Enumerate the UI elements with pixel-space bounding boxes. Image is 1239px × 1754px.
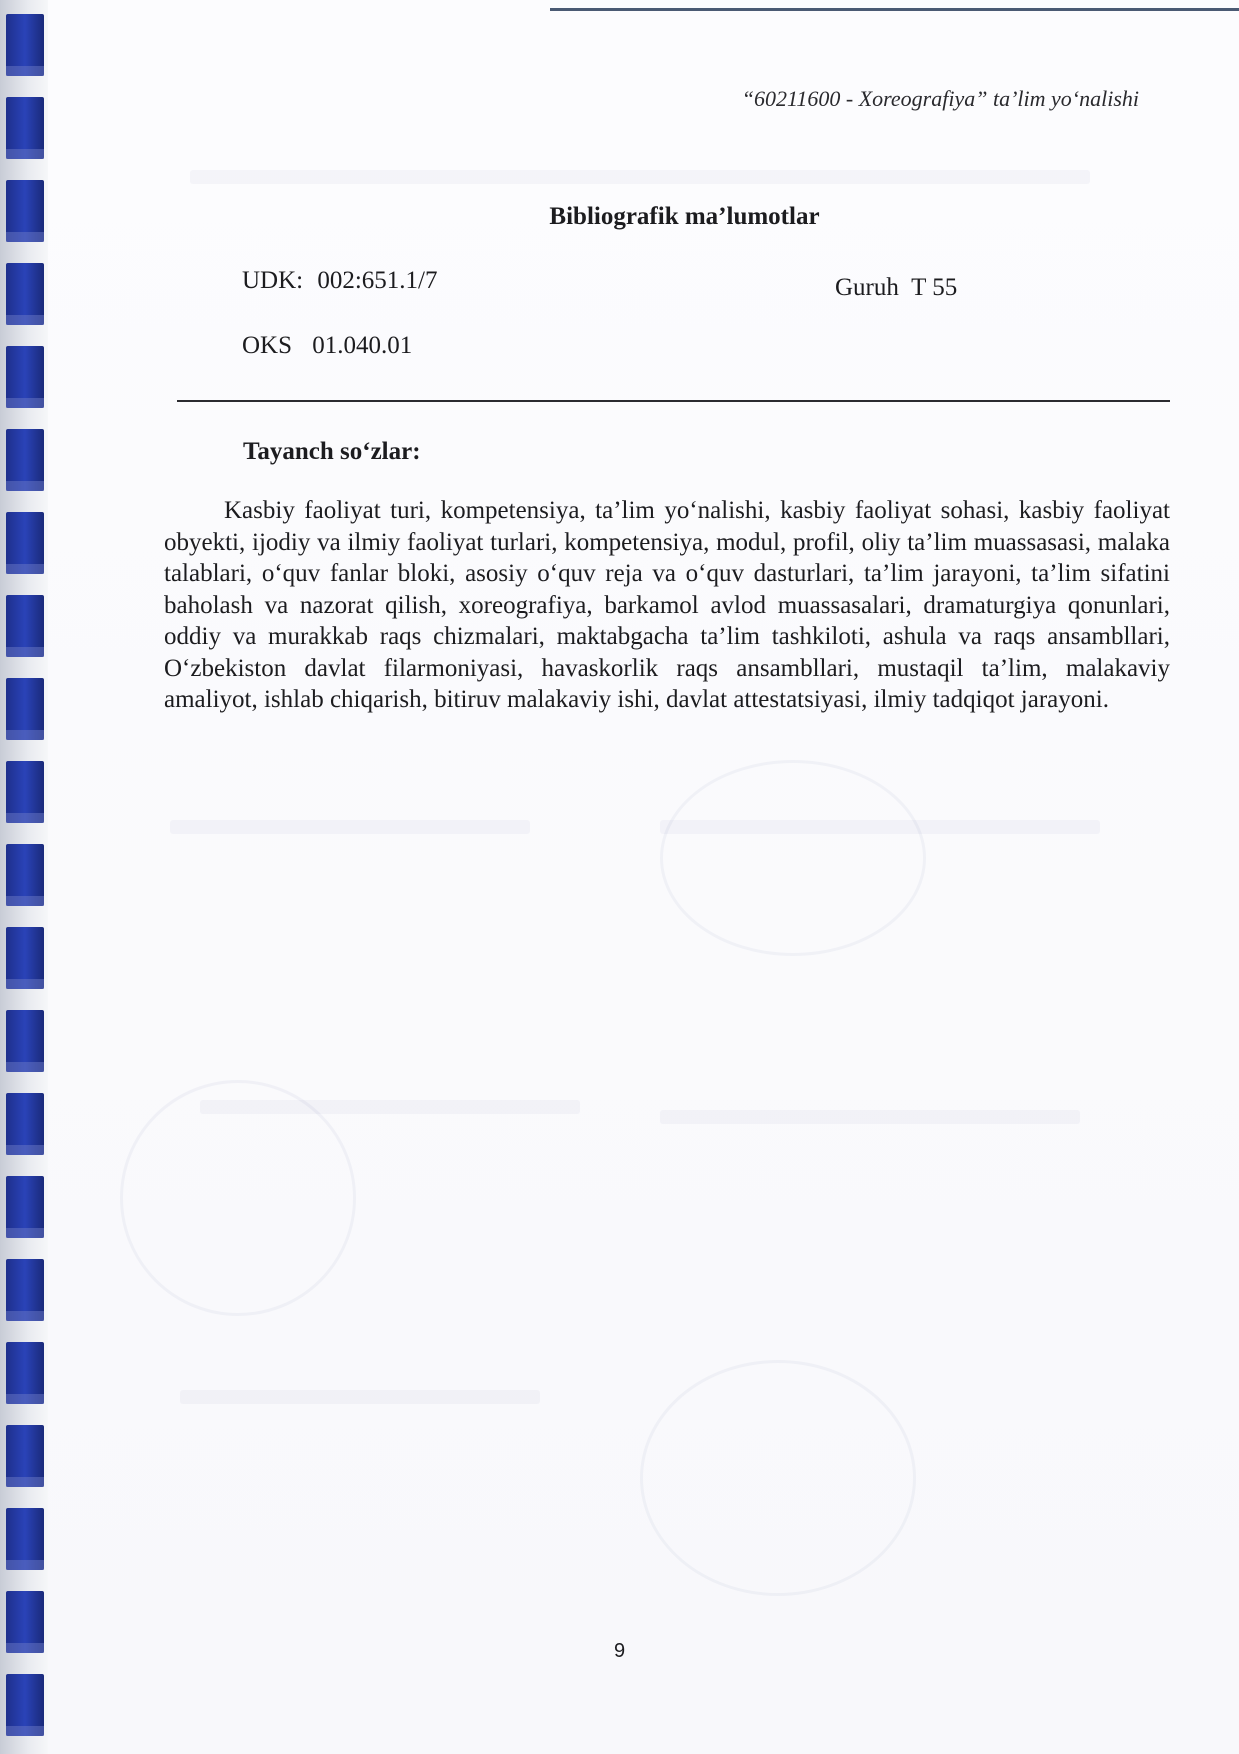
- binding-comb-tab: [6, 1010, 44, 1072]
- binding-comb-tab: [6, 429, 44, 491]
- group-label: Guruh: [835, 274, 899, 301]
- binding-comb-tab: [6, 263, 44, 325]
- show-through-stamp: [660, 760, 926, 956]
- binding-comb-tab: [6, 1259, 44, 1321]
- binding-comb-tab: [6, 927, 44, 989]
- udk-line: [242, 267, 438, 295]
- binding-comb-tab: [6, 512, 44, 574]
- show-through-line: [660, 1110, 1080, 1124]
- binding-comb-tab: [6, 1342, 44, 1404]
- binding-comb-tab: [6, 678, 44, 740]
- oks-label: OKS: [242, 332, 293, 359]
- oks-value: 01.040.01: [312, 332, 413, 359]
- show-through-stamp: [120, 1080, 356, 1316]
- show-through-stamp: [640, 1360, 916, 1596]
- top-edge-rule: [550, 8, 1239, 11]
- show-through-line: [170, 820, 530, 834]
- show-through-line: [660, 820, 1100, 834]
- binding-comb-tab: [6, 595, 44, 657]
- running-header: “60211600 - Xoreografiya” ta’lim yo‘nalishi: [741, 86, 1139, 111]
- section-title: [0, 203, 1239, 231]
- udk-value: 002:651.1/7: [317, 267, 438, 294]
- binding-comb-tab: [6, 1176, 44, 1238]
- section-title-text: Bibliografik ma’lumotlar: [549, 203, 820, 230]
- group-value: T 55: [911, 274, 958, 301]
- binding-comb-tab: [6, 1425, 44, 1487]
- binding-comb-tab: [6, 844, 44, 906]
- binding-comb-tab: [6, 346, 44, 408]
- show-through-line: [200, 1100, 580, 1114]
- binding-comb-tab: [6, 1674, 44, 1736]
- page-number: 9: [613, 1640, 626, 1662]
- binding-comb-tab: [6, 1508, 44, 1570]
- binding-comb-tab: [6, 1093, 44, 1155]
- binding-comb-tab: [6, 97, 44, 159]
- keywords-heading: Tayanch so‘zlar:: [243, 438, 421, 465]
- binding-spine: [0, 0, 48, 1754]
- oks-line: [242, 332, 412, 360]
- binding-comb-tab: [6, 14, 44, 76]
- keywords-paragraph: Kasbiy faoliyat turi, kompetensiya, ta’lim yo‘nalishi, kasbiy faoliyat sohasi, kasbiy faoliyat obyekti, ijodiy va ilmiy faoliyat turlari, kompetensiya, modul, profil, oliy ta’lim muassasasi, malaka talablari, o‘quv fanlar bloki, asosiy o‘quv reja va o‘quv dasturlari, ta’lim jarayoni, ta’lim sifatini baholash va nazorat qilish, xoreografiya, barkamol avlod muassasalari, dramaturgiya qonunlari, oddiy va murakkab raqs chizmalari, maktabgacha ta’lim tashkiloti, ashula va raqs ansambllari, O‘zbekiston davlat filarmoniyasi, havaskorlik raqs ansambllari, mustaqil ta’lim, malakaviy amaliyot, ishlab chiqarish, bitiruv malakaviy ishi, davlat attestatsiyasi, ilmiy tadqiqot jarayoni.: [164, 497, 1170, 713]
- section-divider: [177, 400, 1170, 402]
- show-through-line: [190, 170, 1090, 184]
- binding-comb-tab: [6, 761, 44, 823]
- udk-label: UDK:: [242, 267, 304, 294]
- show-through-line: [180, 1390, 540, 1404]
- group-line: [835, 274, 957, 302]
